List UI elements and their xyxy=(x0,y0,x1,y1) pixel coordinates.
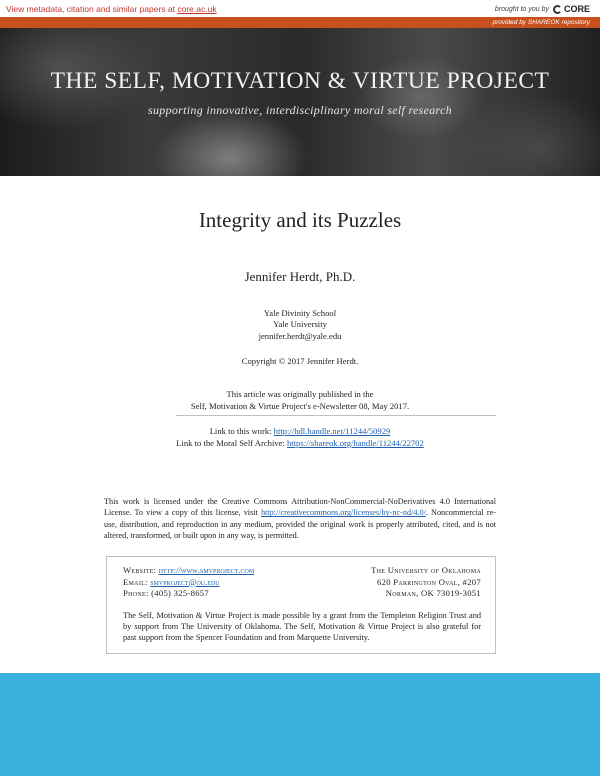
copyright-notice: Copyright © 2017 Jennifer Herdt. xyxy=(241,356,359,366)
phone-value: (405) 325-8657 xyxy=(151,588,209,598)
link-to-work-label: Link to this work: xyxy=(209,426,274,436)
project-info-box xyxy=(106,556,496,654)
article-title: Integrity and its Puzzles xyxy=(198,208,402,232)
website-label: Website: xyxy=(123,565,159,575)
affiliation-school: Yale Divinity School xyxy=(263,308,337,318)
affiliation-university: Yale University xyxy=(273,319,327,330)
license-text-2: . Noncommercial re-use, distribution, and reproduction in any medium, provided the original work is properly attributed, cited, and is not altered, transformed, or built upon in any way, is permitted. xyxy=(104,508,496,540)
article-links xyxy=(0,425,600,449)
link-to-archive-row xyxy=(0,437,600,449)
divider xyxy=(176,415,496,416)
core-top-bar xyxy=(0,0,600,28)
core-logo[interactable] xyxy=(553,4,590,14)
original-publication xyxy=(0,389,600,412)
brought-to-you-by xyxy=(495,4,590,14)
core-logo-text: CORE xyxy=(563,4,590,14)
contact-row-website xyxy=(123,565,481,577)
email-link[interactable]: smvproject@ou.edu xyxy=(150,576,220,587)
original-publication-line-1: This article was originally published in the xyxy=(226,389,374,399)
support-statement: The Self, Motivation & Virtue Project is made possible by a grant from the Templeton Religion Trust and by support from The University of Oklahoma. The Self, Motivation & Virtue Project is also grateful for past support from the Spencer Foundation and from Marquette University. xyxy=(123,611,481,642)
core-link[interactable]: core.ac.uk xyxy=(177,4,217,14)
org-city: Norman, OK 73019-3051 xyxy=(385,588,481,598)
project-title: THE SELF, MOTIVATION & VIRTUE PROJECT xyxy=(50,68,550,94)
author-affiliation xyxy=(0,308,600,342)
project-banner xyxy=(0,28,600,176)
contact-row-phone xyxy=(123,588,481,600)
link-to-work-row xyxy=(0,425,600,437)
link-to-work-url[interactable]: http://hdl.handle.net/11244/50929 xyxy=(273,426,391,436)
link-to-archive-url[interactable]: https://shareok.org/handle/11244/22702 xyxy=(286,438,424,448)
original-publication-line-2: Self, Motivation & Virtue Project's e-Newsletter 08, May 2017. xyxy=(190,400,410,411)
provided-by-strip xyxy=(0,17,600,28)
footer-band xyxy=(0,673,600,776)
brought-by-text: brought to you by xyxy=(494,5,549,13)
email-label: Email: xyxy=(123,576,151,587)
contact-details xyxy=(123,565,481,600)
license-text-1: This work is licensed under the Creative Commons Attribution-NonCommercial-NoDerivatives 4.0 International License. To view a copy of this license, visit xyxy=(104,497,496,518)
website-link[interactable]: http://www.smvproject.com xyxy=(158,565,255,575)
article-author: Jennifer Herdt, Ph.D. xyxy=(244,269,356,284)
contact-row-email xyxy=(123,577,481,589)
author-email: jennifer.herdt@yale.edu xyxy=(258,330,342,341)
link-to-archive-label: Link to the Moral Self Archive: xyxy=(176,438,287,448)
core-logo-icon xyxy=(553,5,562,14)
provided-by-text[interactable]: provided by SHAREOK repository xyxy=(492,19,590,26)
license-notice xyxy=(104,496,496,541)
org-name: The University of Oklahoma xyxy=(371,565,481,575)
core-metadata-text: View metadata, citation and similar papers at xyxy=(6,4,178,14)
org-street: 620 Parrington Oval, #207 xyxy=(377,576,481,587)
license-url[interactable]: http://creativecommons.org/licenses/by-nc-nd/4.0/ xyxy=(260,508,426,518)
phone-label: Phone: xyxy=(123,588,152,598)
project-subtitle: supporting innovative, interdisciplinary moral self research xyxy=(148,103,452,117)
core-metadata-notice xyxy=(6,4,217,14)
